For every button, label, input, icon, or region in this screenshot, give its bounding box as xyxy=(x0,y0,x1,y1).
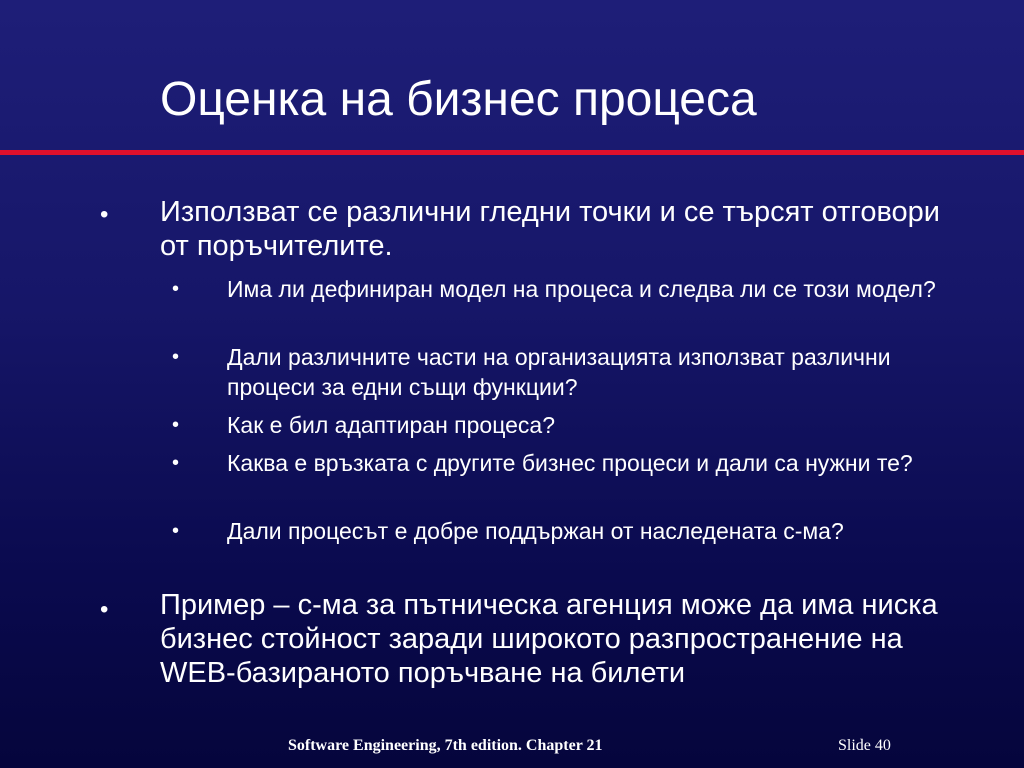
sub-bullet-text: Дали различните части на организацията използват различни процеси за едни същи функции? xyxy=(227,344,891,400)
sub-bullet-text: Каква е връзката с другите бизнес процеси и дали са нужни те? xyxy=(227,450,913,476)
sub-bullet-text: Как е бил адаптиран процеса? xyxy=(227,412,555,438)
bullet-icon: • xyxy=(100,596,109,623)
sub-bullet-icon: • xyxy=(172,414,180,436)
slide-label: Slide xyxy=(838,737,871,754)
title-divider xyxy=(0,150,1024,155)
slide-number-label xyxy=(838,736,891,756)
slide-title: Оценка на бизнес процеса xyxy=(160,73,757,126)
sub-bullet-icon: • xyxy=(172,346,180,368)
slide-number: 40 xyxy=(874,737,891,754)
sub-bullet-icon: • xyxy=(172,278,180,300)
sub-bullet-text: Дали процесът е добре поддържан от наследената с-ма? xyxy=(227,518,844,544)
bullet-text: Използват се различни гледни точки и се търсят отговори от поръчителите. xyxy=(160,196,940,262)
sub-bullet-text: Има ли дефиниран модел на процеса и следва ли се този модел? xyxy=(227,276,936,302)
bullet-text: Пример – с-ма за пътническа агенция може да има ниска бизнес стойност заради широкото разпространение на WEB-базираното поръчване на билети xyxy=(160,589,938,689)
bullet-icon: • xyxy=(100,201,109,228)
footer-source: Software Engineering, 7th edition. Chapter 21 xyxy=(288,737,603,754)
sub-bullet-icon: • xyxy=(172,520,180,542)
sub-bullet-icon: • xyxy=(172,452,180,474)
